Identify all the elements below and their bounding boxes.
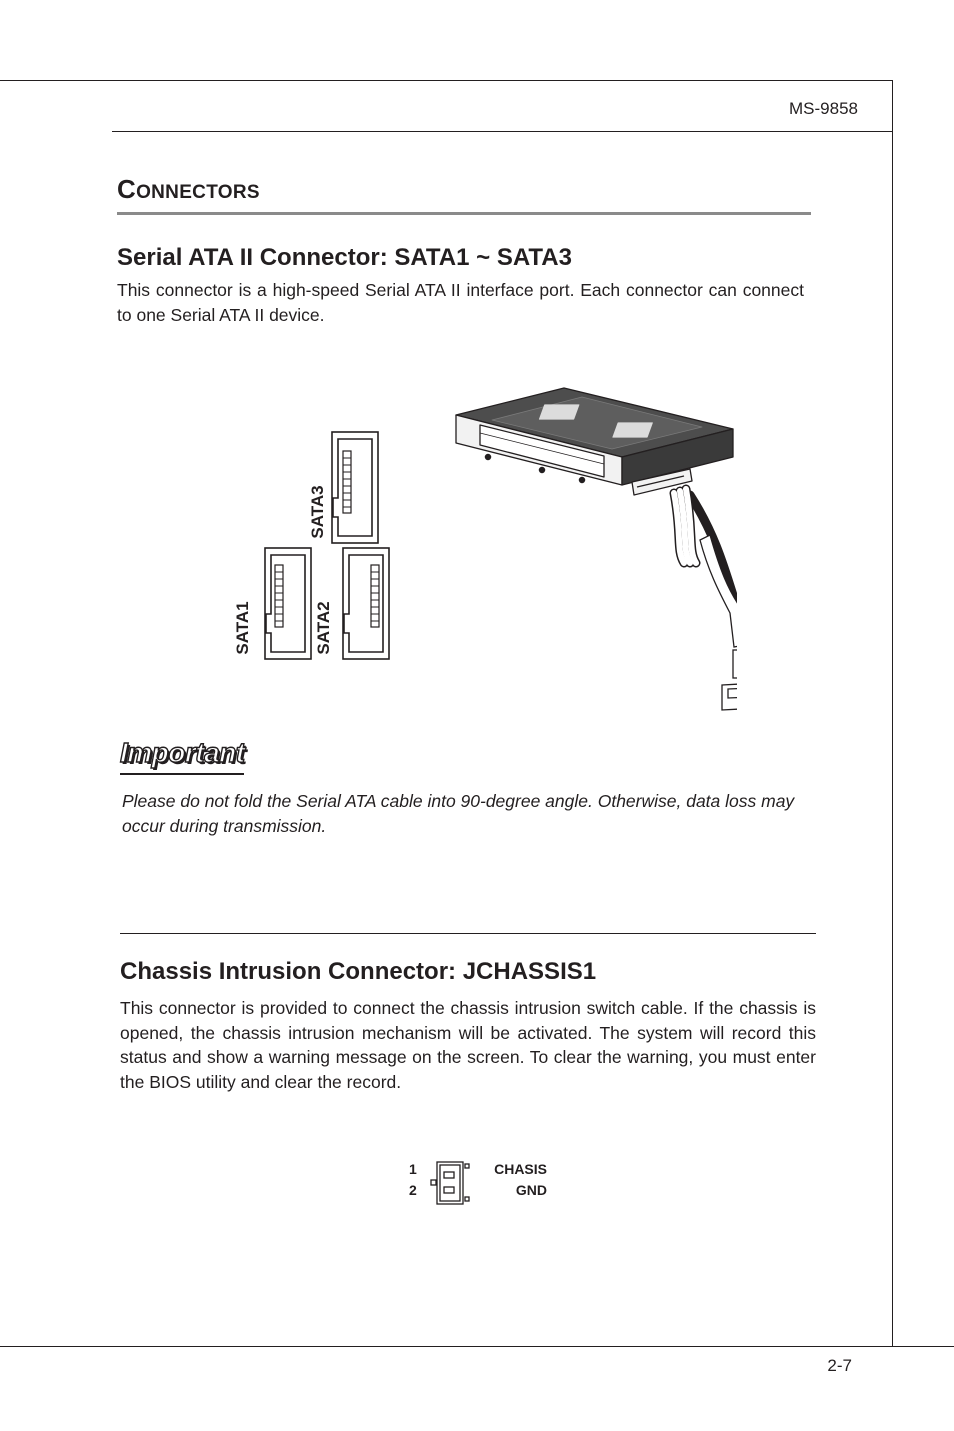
model-number: MS-9858 xyxy=(789,99,858,118)
frame-rule-right xyxy=(892,80,893,1347)
page-number: 2-7 xyxy=(827,1356,852,1375)
section-title-initial: C xyxy=(117,174,137,204)
sata3-label: SATA3 xyxy=(308,485,327,539)
pin-1-signal: CHASIS xyxy=(494,1161,547,1177)
chassis-rule xyxy=(120,933,816,934)
sata2-connector xyxy=(343,548,389,659)
sata3-connector xyxy=(332,432,378,543)
footer-rule xyxy=(0,1346,954,1347)
sata-title: Serial ATA II Connector: SATA1 ~ SATA3 xyxy=(117,244,572,271)
pin-1-number: 1 xyxy=(409,1161,417,1177)
section-title xyxy=(117,174,260,205)
chassis-description: This connector is provided to connect the chassis intrusion switch cable. If the chassis is opened, the chassis intrusion mechanism will be activated. The system will record this status and show a warning message on the screen. To clear the warning, you must enter the BIOS utility and clear the record. xyxy=(120,998,816,1092)
sata-description: This connector is a high-speed Serial ATA II interface port. Each connector can connect to one Serial ATA II device. xyxy=(117,280,804,325)
sata2-label: SATA2 xyxy=(314,601,333,655)
sata1-label: SATA1 xyxy=(233,601,252,655)
sata1-connector xyxy=(265,548,311,659)
header-rule-top xyxy=(0,80,893,81)
important-heading: Important xyxy=(120,737,245,768)
pin-2-signal: GND xyxy=(515,1182,547,1198)
pin-2-number: 2 xyxy=(409,1182,417,1198)
important-text: Please do not fold the Serial ATA cable into 90-degree angle. Otherwise, data loss may occur during transmission. xyxy=(122,791,795,836)
chassis-title: Chassis Intrusion Connector: JCHASSIS1 xyxy=(120,958,597,985)
section-title-rest: ONNECTORS xyxy=(136,182,260,203)
header-rule-bottom xyxy=(112,131,893,132)
section-underline xyxy=(117,212,811,215)
chassis-connector-diagram xyxy=(427,1159,475,1207)
important-underline xyxy=(120,773,244,775)
hard-drive-cable-illustration xyxy=(452,385,737,715)
